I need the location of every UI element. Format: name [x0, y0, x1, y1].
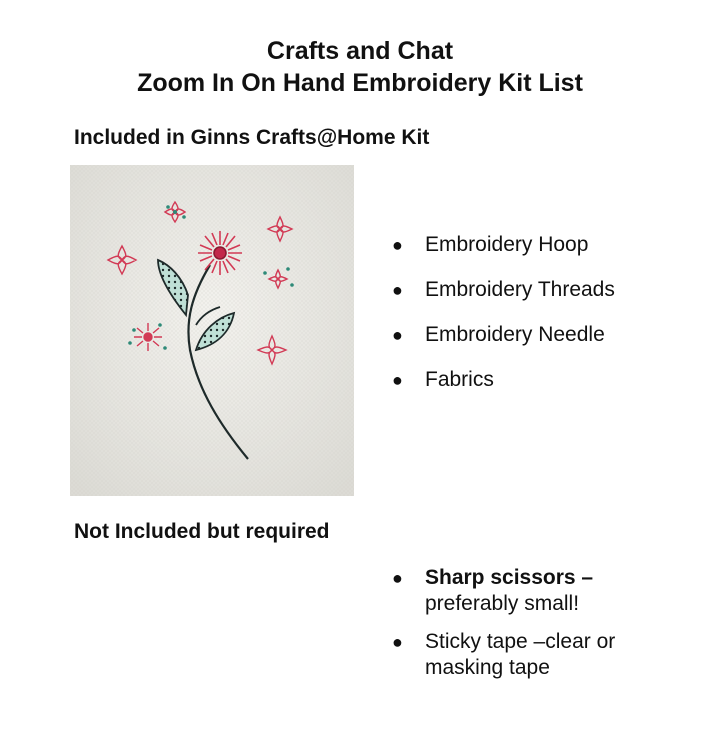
bullet-icon: ● — [392, 568, 403, 588]
included-list — [390, 232, 710, 412]
not-included-list — [390, 565, 710, 693]
list-item: ● Sticky tape –clear or masking tape — [392, 630, 616, 679]
bullet-icon: ● — [392, 632, 403, 652]
included-heading: Included in Ginns Crafts@Home Kit — [74, 126, 430, 149]
title-line-1: Crafts and Chat — [266, 37, 454, 65]
list-item: ● Fabrics — [392, 368, 494, 391]
list-item: ● Embroidery Hoop — [392, 233, 589, 256]
list-item: ● Embroidery Threads — [392, 278, 615, 301]
title-line-2: Zoom In On Hand Embroidery Kit List — [137, 69, 583, 97]
bullet-icon: ● — [392, 325, 403, 345]
bullet-icon: ● — [392, 370, 403, 390]
embroidery-photo — [70, 165, 354, 496]
item-bold-text: Sharp scissors – — [425, 566, 594, 589]
list-item: ● Embroidery Needle — [392, 323, 605, 346]
bullet-icon: ● — [392, 235, 403, 255]
list-item: ● Sharp scissors – preferably small! — [392, 566, 594, 615]
embroidered-flower-image — [70, 165, 354, 496]
bullet-icon: ● — [392, 280, 403, 300]
not-included-heading: Not Included but required — [74, 520, 330, 543]
